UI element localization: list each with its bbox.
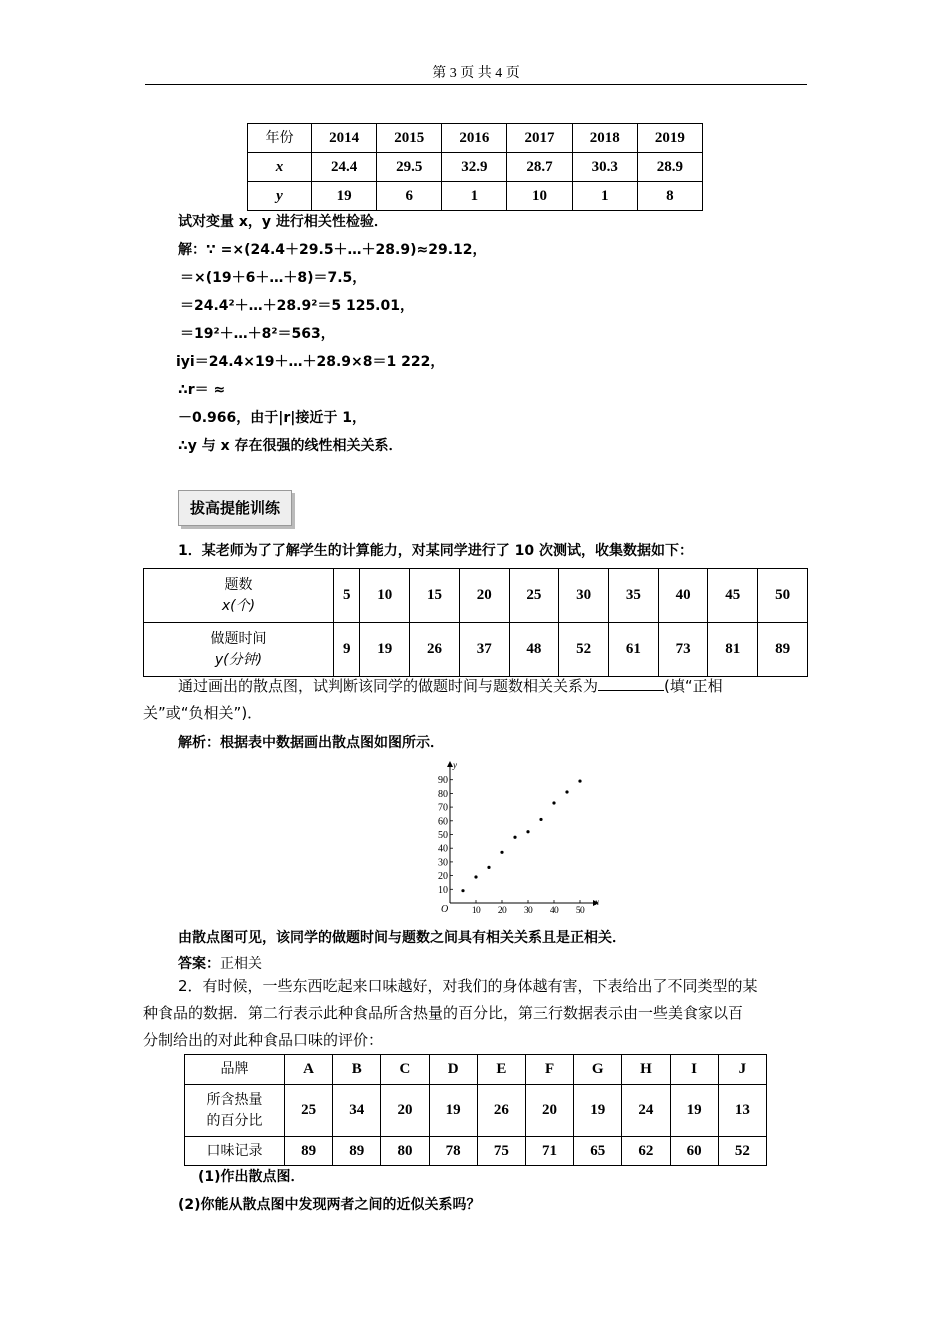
solution-line-7: －0.966，由于|r|接近于 1， (178, 410, 367, 426)
x-tick-label: 10 (471, 906, 481, 916)
table-cell: 73 (658, 623, 708, 677)
table-cell: 61 (609, 623, 659, 677)
scatter-plot (410, 755, 599, 920)
table-cell: 2017 (507, 124, 572, 153)
label-line: 所含热量 (206, 1092, 263, 1109)
task-line: 试对变量 x，y 进行相关性检验． (178, 214, 388, 230)
section-title: 拔高提能训练 (178, 490, 292, 526)
table-row-label: 品牌 (185, 1055, 285, 1085)
x-tick-label: 30 (523, 906, 533, 916)
y-tick-label: 60 (438, 816, 448, 828)
table-cell: 28.9 (637, 153, 702, 182)
prompt-text: 通过画出的散点图，试判断该同学的做题时间与题数相关关系为 (178, 677, 599, 695)
scatter-point (552, 801, 555, 804)
table-cell: 20 (381, 1085, 429, 1137)
table-cell: 45 (708, 569, 758, 623)
y-tick-label: 50 (438, 830, 448, 841)
x-axis-label: x (595, 897, 599, 907)
table-cell: H (622, 1055, 670, 1085)
q1-text: 1．某老师为了了解学生的计算能力，对某同学进行了 10 次测试，收集数据如下： (178, 543, 693, 559)
label-line: 题数 (224, 577, 253, 594)
page-header: 第 3 页 共 4 页 (432, 66, 520, 81)
table-row-label (185, 1085, 285, 1137)
solution-line-8: ∴y 与 x 存在很强的线性相关关系． (178, 438, 403, 454)
table-cell: 30 (559, 569, 609, 623)
table-cell: 19 (670, 1085, 718, 1137)
table-cell: 5 (334, 569, 360, 623)
solution-line-4: ＝19²＋…＋8²＝563， (180, 326, 335, 342)
y-tick-label: 70 (438, 802, 448, 814)
solution-line-6: ∴r＝ ≈ (178, 382, 226, 398)
scatter-point (513, 836, 516, 839)
table-cell: 30.3 (572, 153, 637, 182)
table-cell: 65 (574, 1137, 622, 1166)
table-cell: J (718, 1055, 766, 1085)
label-line: y(分钟) (214, 651, 263, 668)
scatter-point (539, 818, 542, 821)
table-cell: 52 (718, 1137, 766, 1166)
table-cell: 10 (360, 569, 410, 623)
prompt-text: 关”或“负相关”)． (143, 704, 263, 722)
table-cell: 2014 (312, 124, 377, 153)
table-cell: 10 (507, 182, 572, 211)
table-cell: 26 (477, 1085, 525, 1137)
table-cell: 71 (525, 1137, 573, 1166)
label-line: 做题时间 (210, 631, 267, 648)
q1-answer (178, 953, 262, 973)
solution-line-5: iyi＝24.4×19＋…＋28.9×8＝1 222， (176, 354, 445, 370)
table-cell: 34 (333, 1085, 381, 1137)
q1-data-table (143, 568, 808, 677)
table-cell: 35 (609, 569, 659, 623)
label-line: x(个) (221, 597, 256, 614)
table-cell: 89 (285, 1137, 333, 1166)
q2-line: 分制给出的对此种食品口味的评价： (143, 1031, 384, 1049)
table-cell: 29.5 (377, 153, 442, 182)
prompt-text: (填“正相 (664, 677, 723, 695)
table-cell: 1 (442, 182, 507, 211)
x-tick-label: 50 (575, 906, 585, 916)
table-cell: 89 (333, 1137, 381, 1166)
table-cell: 81 (708, 623, 758, 677)
solution-line-2: ＝×(19＋6＋…＋8)＝7.5， (180, 270, 367, 286)
label-line: 的百分比 (206, 1112, 263, 1129)
scatter-point (461, 889, 464, 892)
header-rule (145, 84, 807, 85)
table-cell: 25 (509, 569, 559, 623)
table-cell: 19 (312, 182, 377, 211)
table-row-label: 口味记录 (185, 1137, 285, 1166)
q2-line: 2．有时候，一些东西吃起来口味越好，对我们的身体越有害，下表给出了不同类型的某 (178, 977, 758, 995)
q2-data-table (184, 1054, 767, 1166)
table-cell: 24 (622, 1085, 670, 1137)
table-cell: 9 (334, 623, 360, 677)
table-cell: 年份 (248, 124, 312, 153)
x-tick-label: 40 (549, 906, 559, 916)
y-tick-label: 30 (438, 857, 448, 869)
table-cell: 20 (525, 1085, 573, 1137)
scatter-point (526, 830, 529, 833)
analysis-text: 根据表中数据画出散点图如图所示． (220, 735, 444, 751)
scatter-point (474, 875, 477, 878)
table-cell: 62 (622, 1137, 670, 1166)
table-row-label (144, 569, 334, 623)
solution-text: ∵ =×(24.4＋29.5＋…＋28.9)≈29.12， (206, 242, 487, 258)
table-cell: 78 (429, 1137, 477, 1166)
answer-label: 答案： (178, 956, 220, 972)
table-cell: I (670, 1055, 718, 1085)
table-cell: 15 (410, 569, 460, 623)
table-cell: 89 (758, 623, 808, 677)
x-tick-label: 20 (497, 906, 507, 916)
year-data-table (247, 123, 703, 211)
table-cell: 50 (758, 569, 808, 623)
q2-line: 种食品的数据．第二行表示此种食品所含热量的百分比，第三行数据表示由一些美食家以百 (143, 1004, 744, 1022)
q1-conclusion: 由散点图可见，该同学的做题时间与题数之间具有相关关系且是正相关． (178, 930, 626, 946)
table-cell: D (429, 1055, 477, 1085)
q2-sub2: (2)你能从散点图中发现两者之间的近似关系吗？ (178, 1197, 481, 1213)
q1-prompt (143, 673, 808, 727)
scatter-point (500, 851, 503, 854)
table-cell: 13 (718, 1085, 766, 1137)
table-cell: 28.7 (507, 153, 572, 182)
y-tick-label: 20 (438, 871, 448, 883)
table-cell: 60 (670, 1137, 718, 1166)
table-cell: 19 (429, 1085, 477, 1137)
y-tick-label: 40 (438, 843, 448, 855)
table-cell: 26 (410, 623, 460, 677)
table-cell: 8 (637, 182, 702, 211)
table-cell: 2019 (637, 124, 702, 153)
answer-text: 正相关 (220, 956, 262, 972)
table-cell: 37 (459, 623, 509, 677)
scatter-point (565, 790, 568, 793)
y-tick-label: 10 (438, 884, 448, 896)
origin-label: O (441, 904, 449, 915)
scatter-point (578, 779, 581, 782)
table-cell: 19 (574, 1085, 622, 1137)
table-cell: B (333, 1055, 381, 1085)
table-cell: 48 (509, 623, 559, 677)
analysis-label: 解析： (178, 735, 220, 751)
table-row-label (144, 623, 334, 677)
table-cell: y (248, 182, 312, 211)
q2-text (143, 973, 808, 1054)
table-cell: E (477, 1055, 525, 1085)
table-cell: 2018 (572, 124, 637, 153)
table-cell: 32.9 (442, 153, 507, 182)
table-cell: A (285, 1055, 333, 1085)
table-cell: 52 (559, 623, 609, 677)
solution-line-3: ＝24.4²＋…＋28.9²＝5 125.01， (180, 298, 414, 314)
table-cell: 19 (360, 623, 410, 677)
table-cell: G (574, 1055, 622, 1085)
table-cell: 20 (459, 569, 509, 623)
answer-blank (598, 677, 664, 691)
table-cell: F (525, 1055, 573, 1085)
q2-sub1: (1)作出散点图． (198, 1169, 305, 1185)
y-tick-label: 90 (438, 775, 448, 787)
table-cell: 40 (658, 569, 708, 623)
table-cell: 80 (381, 1137, 429, 1166)
solution-line-1 (178, 239, 487, 259)
scatter-point (487, 866, 490, 869)
table-cell: 1 (572, 182, 637, 211)
table-cell: C (381, 1055, 429, 1085)
table-cell: 24.4 (312, 153, 377, 182)
y-axis-label: y (453, 760, 457, 770)
table-cell: x (248, 153, 312, 182)
table-cell: 25 (285, 1085, 333, 1137)
table-cell: 75 (477, 1137, 525, 1166)
q1-analysis (178, 732, 444, 752)
solution-label: 解： (178, 242, 206, 258)
table-cell: 2016 (442, 124, 507, 153)
y-tick-label: 80 (438, 788, 448, 800)
table-cell: 2015 (377, 124, 442, 153)
table-cell: 6 (377, 182, 442, 211)
